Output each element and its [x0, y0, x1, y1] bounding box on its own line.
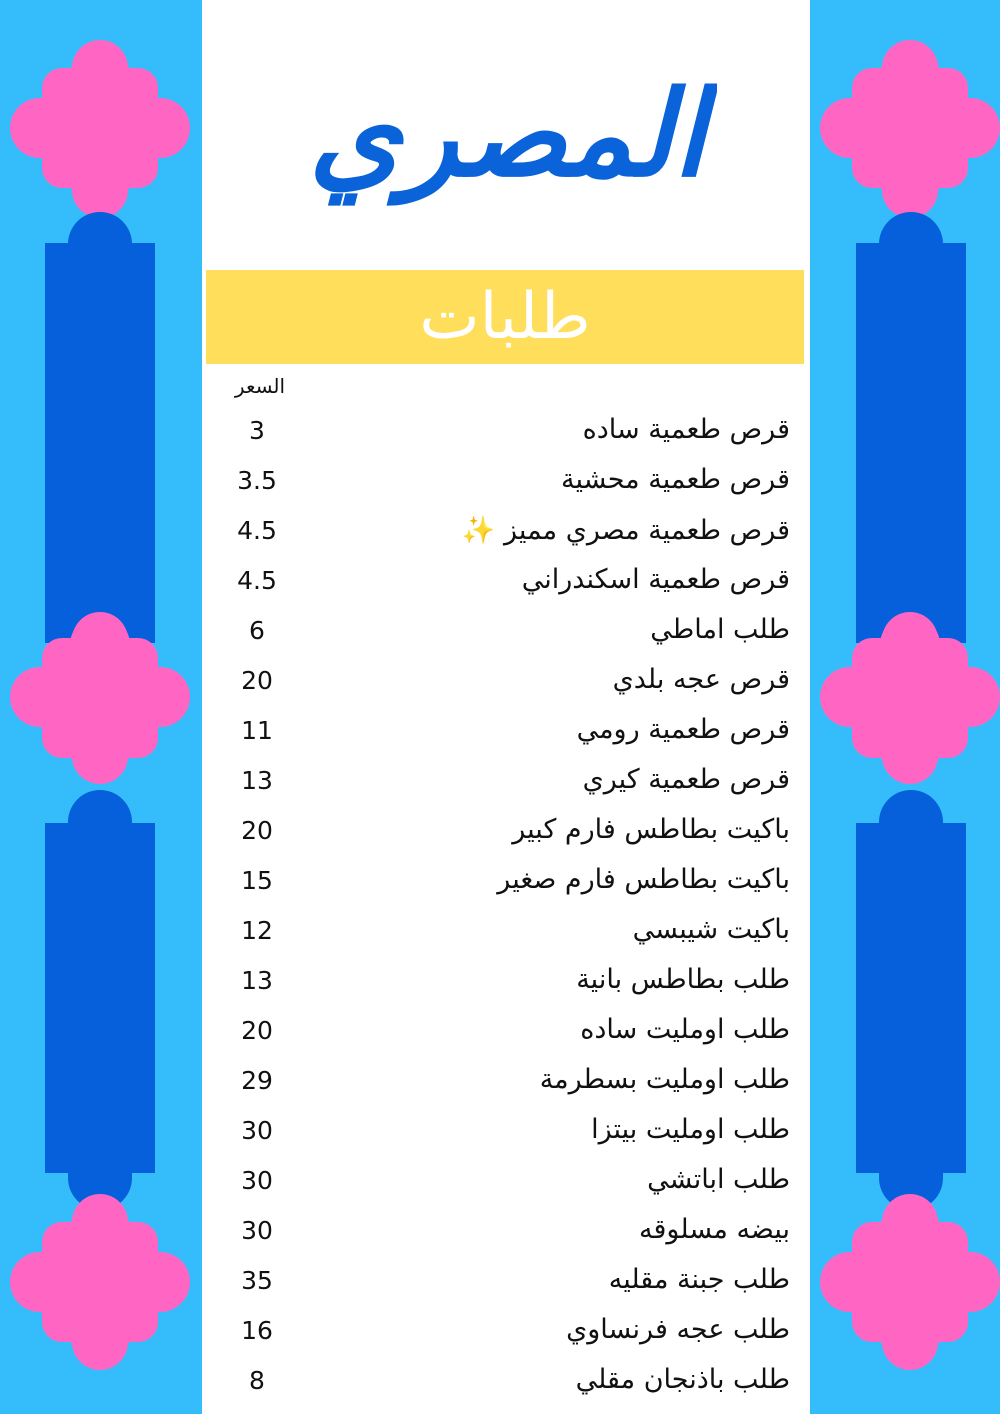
menu-item-row	[202, 658, 810, 708]
menu-item-name: بيضه مسلوقه	[639, 1214, 790, 1245]
menu-item-name: طلب باذنجان مقلي	[575, 1364, 790, 1395]
menu-item-price: 35	[241, 1266, 273, 1295]
right-ornament-pattern	[810, 0, 1000, 1414]
menu-item-price: 20	[241, 1016, 273, 1045]
menu-item-row	[202, 1358, 810, 1408]
logo-text: المصري	[308, 65, 706, 203]
pink-flower-ornament	[820, 612, 1000, 784]
menu-item-row	[202, 1308, 810, 1358]
menu-item-name: طلب اماطي	[650, 614, 790, 645]
menu-item-price: 15	[241, 866, 273, 895]
menu-item-name: قرص طعمية رومي	[576, 714, 790, 745]
left-ornament-pattern	[0, 0, 202, 1414]
menu-item-price: 3	[249, 416, 265, 445]
menu-item-name: قرص طعمية محشية	[561, 464, 790, 495]
menu-item-price: 20	[241, 816, 273, 845]
restaurant-logo	[297, 45, 717, 240]
menu-item-name: قرص طعمية ساده	[582, 414, 790, 445]
right-decorative-border	[810, 0, 1000, 1414]
menu-item-name: باكيت شيبسي	[632, 914, 790, 945]
menu-item-row	[202, 1258, 810, 1308]
menu-item-row	[202, 858, 810, 908]
menu-item-price: 13	[241, 766, 273, 795]
left-decorative-border	[0, 0, 202, 1414]
menu-item-row	[202, 958, 810, 1008]
menu-item-row	[202, 408, 810, 458]
menu-item-name: قرص طعمية مصري مميز ✨	[461, 515, 790, 546]
pink-flower-ornament	[820, 40, 1000, 218]
section-banner	[206, 270, 804, 364]
pink-flower-ornament	[10, 1194, 190, 1370]
blue-arch-column	[856, 790, 966, 1210]
menu-item-row	[202, 808, 810, 858]
logo-wordmark	[297, 45, 717, 240]
pink-flower-ornament	[820, 1194, 1000, 1370]
menu-item-price: 16	[241, 1316, 273, 1345]
menu-item-price: 29	[241, 1066, 273, 1095]
menu-item-price: 13	[241, 966, 273, 995]
menu-item-row	[202, 458, 810, 508]
menu-item-price: 3.5	[237, 466, 277, 495]
menu-item-name: باكيت بطاطس فارم صغير	[497, 864, 790, 895]
price-column-header: السعر	[234, 374, 286, 398]
menu-item-price: 12	[241, 916, 273, 945]
menu-item-name: طلب اومليت ساده	[580, 1014, 790, 1045]
menu-item-row	[202, 1058, 810, 1108]
menu-item-price: 11	[241, 716, 273, 745]
blue-arch-column	[45, 212, 155, 674]
menu-item-name: طلب اومليت بسطرمة	[539, 1064, 790, 1095]
menu-item-name: قرص طعمية اسكندراني	[521, 564, 790, 595]
menu-item-row	[202, 708, 810, 758]
blue-arch-column	[45, 790, 155, 1210]
menu-item-price: 8	[249, 1366, 265, 1395]
menu-item-price: 6	[249, 616, 265, 645]
menu-item-price: 20	[241, 666, 273, 695]
menu-item-price: 30	[241, 1116, 273, 1145]
menu-item-row	[202, 508, 810, 558]
menu-item-row	[202, 558, 810, 608]
menu-item-price: 4.5	[237, 566, 277, 595]
menu-item-row	[202, 1208, 810, 1258]
section-title: طلبات	[419, 280, 591, 354]
blue-arch-column	[856, 212, 966, 674]
menu-item-price: 30	[241, 1166, 273, 1195]
menu-item-row	[202, 758, 810, 808]
menu-item-name: طلب عجه فرنساوي	[566, 1314, 790, 1345]
menu-item-row	[202, 1158, 810, 1208]
menu-item-row	[202, 608, 810, 658]
menu-list	[202, 408, 810, 1408]
menu-item-price: 4.5	[237, 516, 277, 545]
pink-flower-ornament	[10, 612, 190, 784]
menu-item-price: 30	[241, 1216, 273, 1245]
menu-item-name: طلب جبنة مقليه	[608, 1264, 790, 1295]
menu-item-name: طلب اباتشي	[647, 1164, 790, 1195]
menu-item-row	[202, 1108, 810, 1158]
menu-item-row	[202, 908, 810, 958]
pink-flower-ornament	[10, 40, 190, 218]
menu-item-name: قرص عجه بلدي	[612, 664, 790, 695]
menu-item-name: طلب بطاطس بانية	[576, 964, 790, 995]
menu-item-row	[202, 1008, 810, 1058]
menu-item-name: طلب اومليت بيتزا	[591, 1114, 790, 1145]
menu-item-name: باكيت بطاطس فارم كبير	[512, 814, 790, 845]
menu-item-name: قرص طعمية كيري	[582, 764, 790, 795]
menu-panel	[202, 0, 810, 1414]
